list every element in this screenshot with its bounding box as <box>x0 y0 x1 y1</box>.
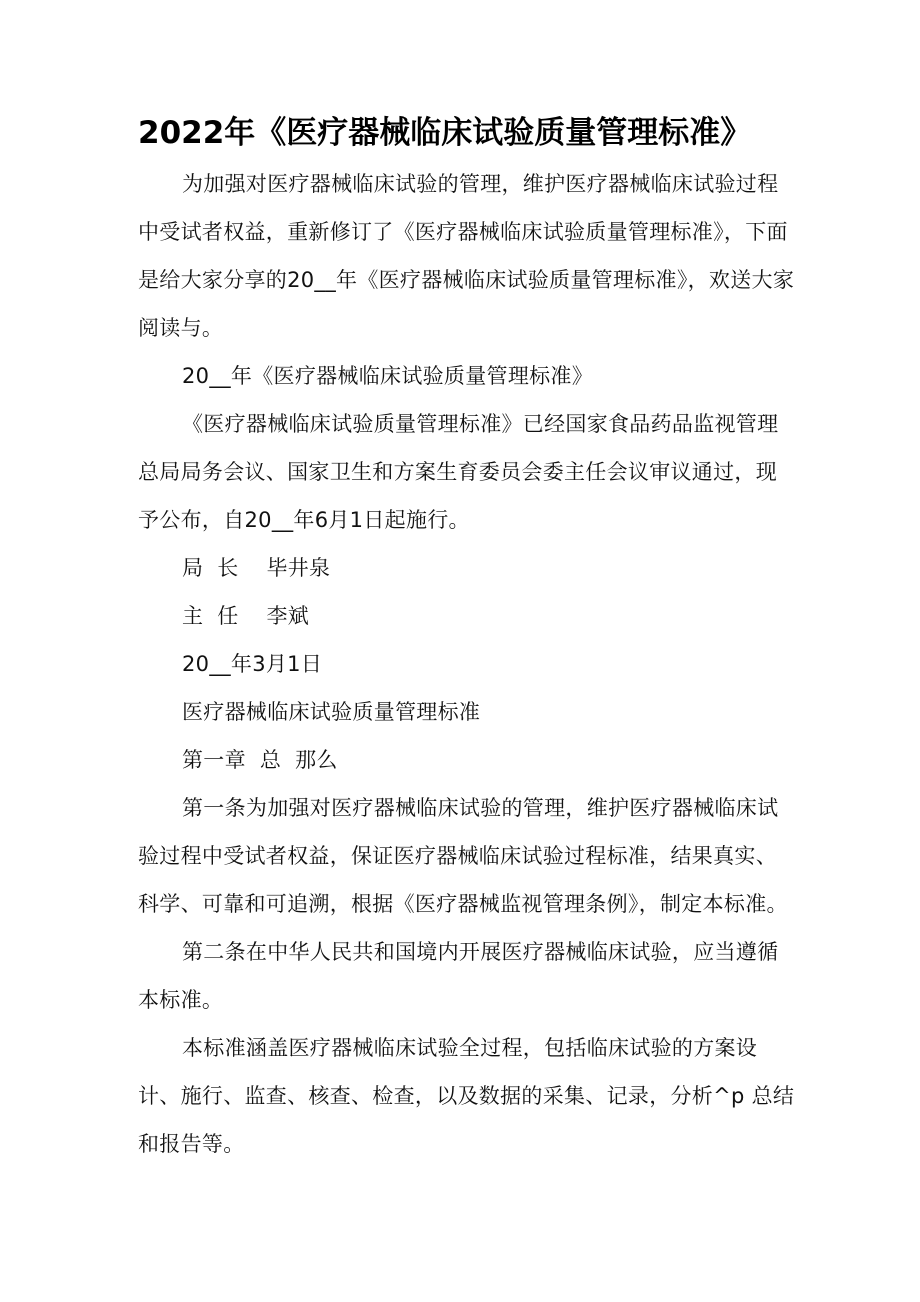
chapter-heading: 第一章 总 那么 <box>182 748 338 772</box>
article-1: 第一条为加强对医疗器械临床试验的管理，维护医疗器械临床试验过程中受试者权益，保证医疗器械临床试验过程标准，结果真实、科学、可靠和可追溯，根据《医疗器械监视管理条例》，制定本标准。 <box>138 796 788 916</box>
article-2: 第二条在中华人民共和国境内开展医疗器械临床试验，应当遵循本标准。 <box>138 940 779 1012</box>
intro-paragraph: 为加强对医疗器械临床试验的管理，维护医疗器械临床试验过程中受试者权益，重新修订了《医疗器械临床试验质量管理标准》，下面是给大家分享的20__年《医疗器械临床试验质量管理标准》，欢送大家阅读与。 <box>138 172 795 340</box>
standard-name: 医疗器械临床试验质量管理标准 <box>182 700 481 724</box>
signatory-director: 局 长 毕井泉 <box>182 556 331 580</box>
document-body <box>138 160 796 1168</box>
scope-paragraph: 本标准涵盖医疗器械临床试验全过程，包括临床试验的方案设计、施行、监查、核查、检查，以及数据的采集、记录，分析^p 总结和报告等。 <box>138 1036 795 1156</box>
document-title: 2022年《医疗器械临床试验质量管理标准》 <box>138 115 752 151</box>
subtitle-line: 20__年《医疗器械临床试验质量管理标准》 <box>182 364 594 388</box>
signatory-chair: 主 任 李斌 <box>182 604 310 628</box>
announcement-paragraph: 《医疗器械临床试验质量管理标准》已经国家食品药品监视管理总局局务会议、国家卫生和方案生育委员会委主任会议审议通过，现予公布，自20__年6月1日起施行。 <box>138 412 779 532</box>
announcement-date: 20__年3月1日 <box>182 652 323 676</box>
